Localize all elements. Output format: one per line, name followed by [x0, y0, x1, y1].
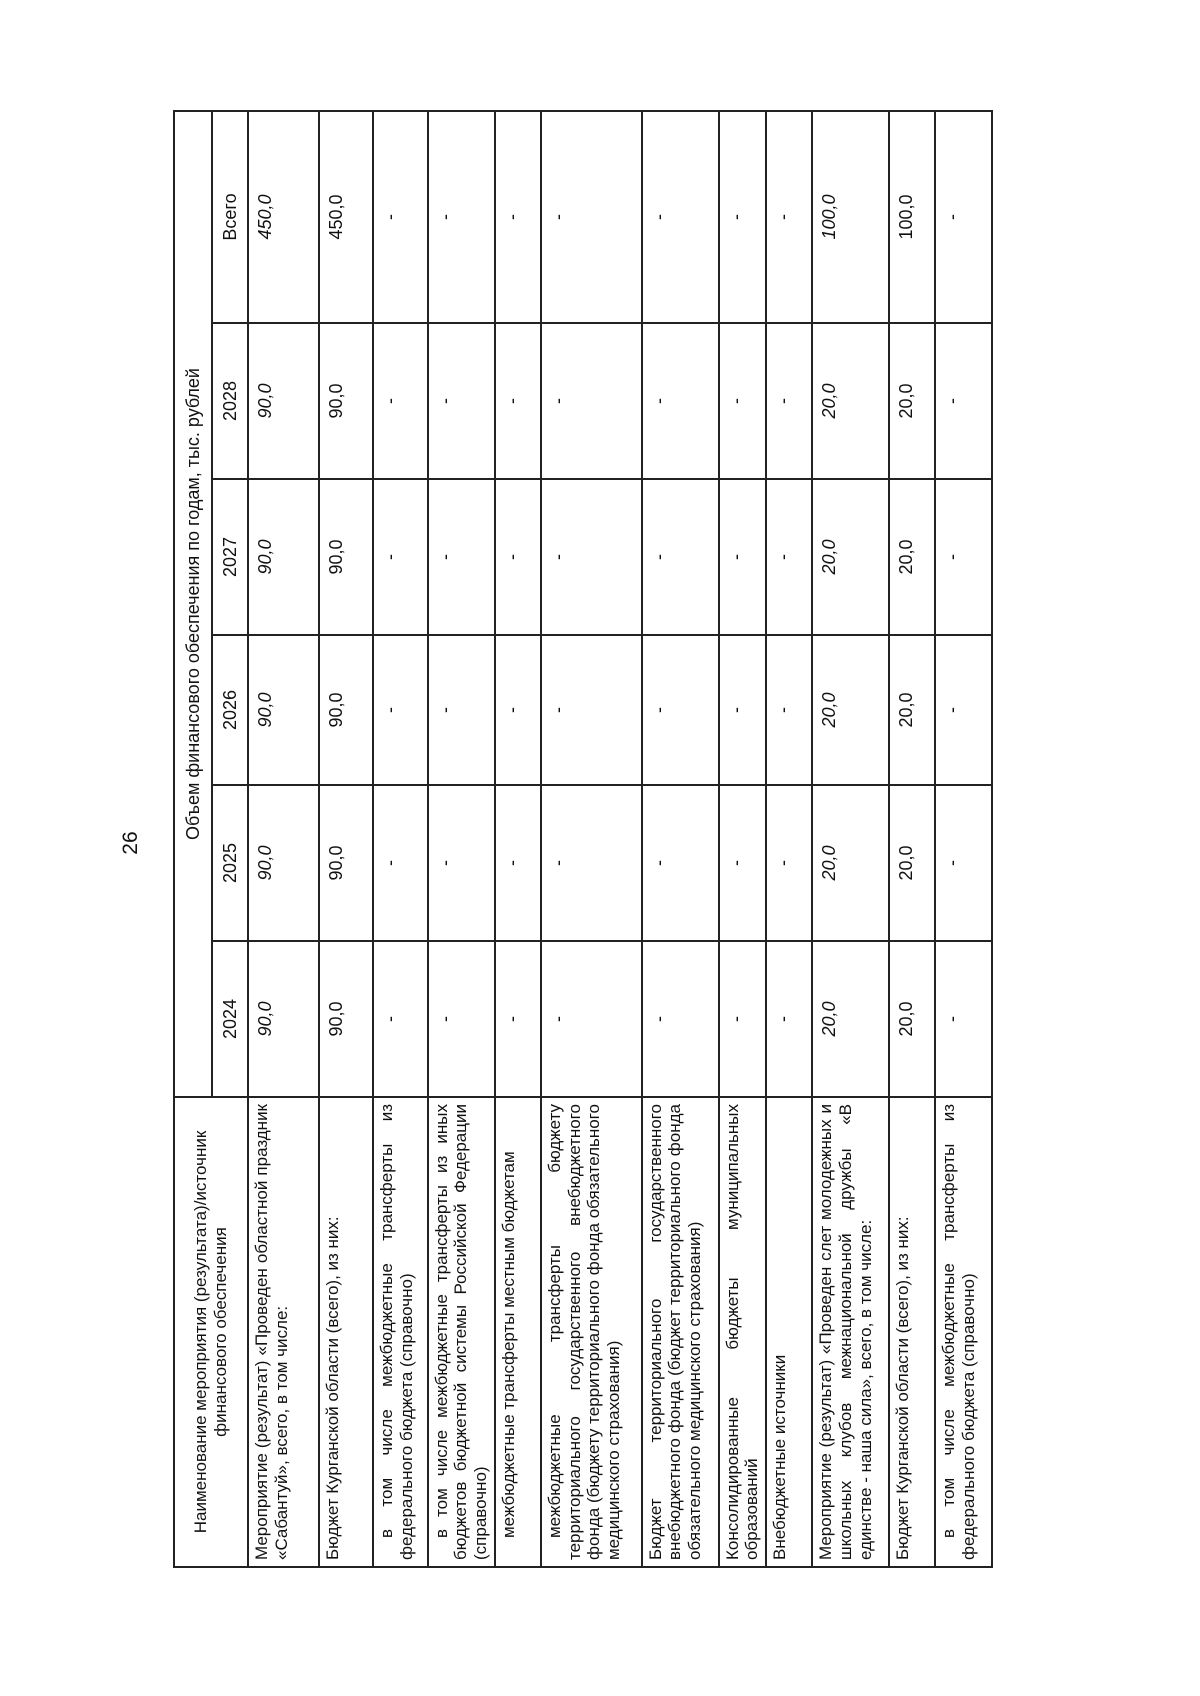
row-value-cell: 90,0 [319, 785, 373, 941]
row-value-cell: 20,0 [889, 635, 935, 785]
row-value-cell: - [766, 941, 812, 1097]
row-value-cell: 90,0 [248, 785, 319, 941]
year-header: 2024 [212, 941, 248, 1097]
row-value-cell: - [428, 323, 495, 479]
row-total-cell: - [766, 111, 812, 323]
year-header: 2028 [212, 323, 248, 479]
funding-group-header: Объем финансового обеспечения по годам, тыс. рублей [174, 111, 212, 1097]
row-value-cell: - [719, 941, 766, 1097]
row-value-cell: - [495, 479, 541, 635]
row-name-cell: Внебюджетные источники [766, 1097, 812, 1567]
year-header: 2027 [212, 479, 248, 635]
row-value-cell: 20,0 [812, 941, 889, 1097]
row-name-cell: в том числе межбюджетные трансферты из федерального бюджета (справочно) [373, 1097, 427, 1567]
row-value-cell: - [541, 785, 642, 941]
total-header: Всего [212, 111, 248, 323]
row-value-cell: - [642, 323, 719, 479]
row-value-cell: - [495, 941, 541, 1097]
row-value-cell: 20,0 [889, 941, 935, 1097]
row-value-cell: - [766, 635, 812, 785]
row-value-cell: 20,0 [889, 479, 935, 635]
table-row [889, 111, 935, 1567]
row-name-cell: Бюджет Курганской области (всего), из них: [319, 1097, 373, 1567]
table-row [719, 111, 766, 1567]
row-value-cell: - [428, 941, 495, 1097]
table-row [319, 111, 373, 1567]
row-value-cell: - [766, 323, 812, 479]
row-value-cell: 90,0 [248, 479, 319, 635]
row-value-cell: - [495, 323, 541, 479]
row-value-cell: - [428, 785, 495, 941]
row-value-cell: - [373, 785, 427, 941]
year-header: 2025 [212, 785, 248, 941]
row-value-cell: - [766, 479, 812, 635]
row-name-cell: Бюджет Курганской области (всего), из них: [889, 1097, 935, 1567]
row-name-cell: межбюджетные трансферты бюджету территориального государственного внебюджетного фонда (бюджету территориального фонда обязательного медицинского страхования) [541, 1097, 642, 1567]
row-value-cell: - [541, 323, 642, 479]
row-value-cell: - [935, 479, 992, 635]
row-total-cell: - [373, 111, 427, 323]
row-total-cell: - [428, 111, 495, 323]
row-name-cell: межбюджетные трансферты местным бюджетам [495, 1097, 541, 1567]
header-row-1 [174, 111, 212, 1567]
row-value-cell: - [495, 785, 541, 941]
row-total-cell: - [495, 111, 541, 323]
row-value-cell: 90,0 [248, 323, 319, 479]
row-value-cell: - [541, 941, 642, 1097]
row-value-cell: - [935, 941, 992, 1097]
row-total-cell: - [719, 111, 766, 323]
row-value-cell: - [373, 635, 427, 785]
row-value-cell: 90,0 [319, 479, 373, 635]
table-row [642, 111, 719, 1567]
row-name-cell: Консолидированные бюджеты муниципальных образований [719, 1097, 766, 1567]
table-row [766, 111, 812, 1567]
table-row [541, 111, 642, 1567]
page-number: 26 [119, 831, 142, 855]
row-total-cell: - [935, 111, 992, 323]
row-value-cell: - [719, 323, 766, 479]
row-value-cell: 90,0 [248, 635, 319, 785]
row-total-cell: 450,0 [319, 111, 373, 323]
row-value-cell: - [719, 635, 766, 785]
row-value-cell: - [428, 479, 495, 635]
row-value-cell: - [541, 635, 642, 785]
table-row [495, 111, 541, 1567]
table-row [373, 111, 427, 1567]
row-name-cell: Мероприятие (результат) «Проведен слет молодежных и школьных клубов межнациональной дружбы «В единстве - наша сила», всего, в том числе: [812, 1097, 889, 1567]
row-total-cell: - [541, 111, 642, 323]
row-value-cell: - [541, 479, 642, 635]
row-value-cell: - [766, 785, 812, 941]
table-row [248, 111, 319, 1567]
row-name-cell: Мероприятие (результат) «Проведен областной праздник «Сабантуй», всего, в том числе: [248, 1097, 319, 1567]
table-row [935, 111, 992, 1567]
financing-table [173, 110, 993, 1568]
table-body [248, 111, 992, 1567]
row-value-cell: 20,0 [812, 479, 889, 635]
row-value-cell: 90,0 [248, 941, 319, 1097]
row-value-cell: 90,0 [319, 941, 373, 1097]
row-value-cell: - [428, 635, 495, 785]
table-row [428, 111, 495, 1567]
row-value-cell: - [373, 479, 427, 635]
row-value-cell: 20,0 [812, 635, 889, 785]
row-value-cell: - [642, 941, 719, 1097]
row-value-cell: - [935, 785, 992, 941]
row-value-cell: - [495, 635, 541, 785]
row-total-cell: 100,0 [889, 111, 935, 323]
row-value-cell: - [373, 941, 427, 1097]
row-value-cell: - [935, 323, 992, 479]
row-value-cell: - [642, 479, 719, 635]
row-total-cell: 450,0 [248, 111, 319, 323]
row-value-cell: 20,0 [812, 785, 889, 941]
name-column-header: Наименование мероприятия (результата)/источник финансового обеспечения [174, 1097, 248, 1567]
rotated-document [173, 112, 993, 1568]
row-value-cell: - [935, 635, 992, 785]
row-value-cell: 20,0 [812, 323, 889, 479]
row-value-cell: 20,0 [889, 785, 935, 941]
row-value-cell: - [642, 785, 719, 941]
table-row [812, 111, 889, 1567]
row-name-cell: в том числе межбюджетные трансферты из иных бюджетов бюджетной системы Российской Федерации (справочно) [428, 1097, 495, 1567]
row-value-cell: - [642, 635, 719, 785]
row-value-cell: - [719, 479, 766, 635]
row-value-cell: - [373, 323, 427, 479]
row-value-cell: 90,0 [319, 635, 373, 785]
year-header: 2026 [212, 635, 248, 785]
row-total-cell: - [642, 111, 719, 323]
row-name-cell: в том числе межбюджетные трансферты из федерального бюджета (справочно) [935, 1097, 992, 1567]
row-value-cell: 90,0 [319, 323, 373, 479]
row-total-cell: 100,0 [812, 111, 889, 323]
row-value-cell: 20,0 [889, 323, 935, 479]
row-name-cell: Бюджет территориального государственного внебюджетного фонда (бюджет территориального фонда обязательного медицинского страхования) [642, 1097, 719, 1567]
row-value-cell: - [719, 785, 766, 941]
